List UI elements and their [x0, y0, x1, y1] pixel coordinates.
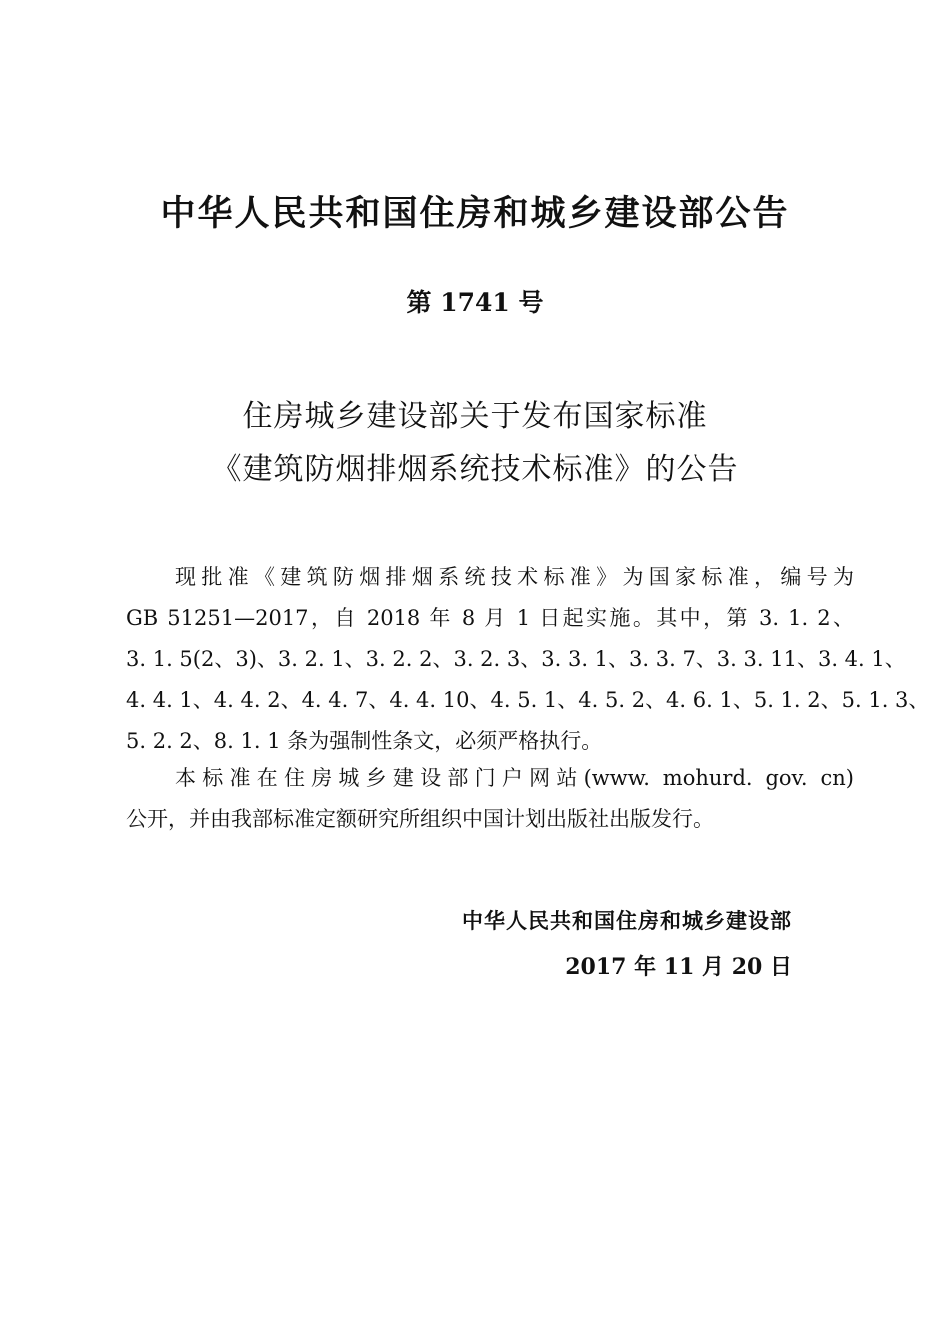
paragraph-line: 现批准《建筑防烟排烟系统技术标准》为国家标准，编号为 — [175, 565, 854, 589]
paragraph-line: GB 51251—2017，自 2018 年 8 月 1 日起实施。其中，第 3. 1. 2、 — [126, 606, 854, 630]
paragraph-line: 公开，并由我部标准定额研究所组织中国计划出版社出版发行。 — [126, 807, 714, 831]
paragraph-line: 4. 4. 1、4. 4. 2、4. 4. 7、4. 4. 10、4. 5. 1、4. 5. 2、4. 6. 1、5. 1. 2、5. 1. 3、 — [126, 688, 930, 712]
body-paragraph-publication — [126, 758, 854, 840]
issuer-signature: 中华人民共和国住房和城乡建设部 — [462, 909, 792, 933]
announcement-subtitle-line-1: 住房城乡建设部关于发布国家标准 — [242, 399, 708, 434]
body-paragraph-approval — [126, 557, 930, 762]
announcement-number: 第 1741 号 — [406, 288, 544, 317]
announcement-title: 中华人民共和国住房和城乡建设部公告 — [160, 194, 790, 234]
paragraph-line: 本标准在住房城乡建设部门户网站(www. mohurd. gov. cn) — [175, 766, 854, 790]
paragraph-line: 3. 1. 5(2、3)、3. 2. 1、3. 2. 2、3. 2. 3、3. 3. 1、3. 3. 7、3. 3. 11、3. 4. 1、 — [126, 647, 906, 671]
paragraph-line: 5. 2. 2、8. 1. 1 条为强制性条文，必须严格执行。 — [126, 729, 603, 753]
issue-date: 2017 年 11 月 20 日 — [565, 954, 792, 980]
announcement-subtitle-line-2: 《建筑防烟排烟系统技术标准》的公告 — [211, 452, 739, 487]
